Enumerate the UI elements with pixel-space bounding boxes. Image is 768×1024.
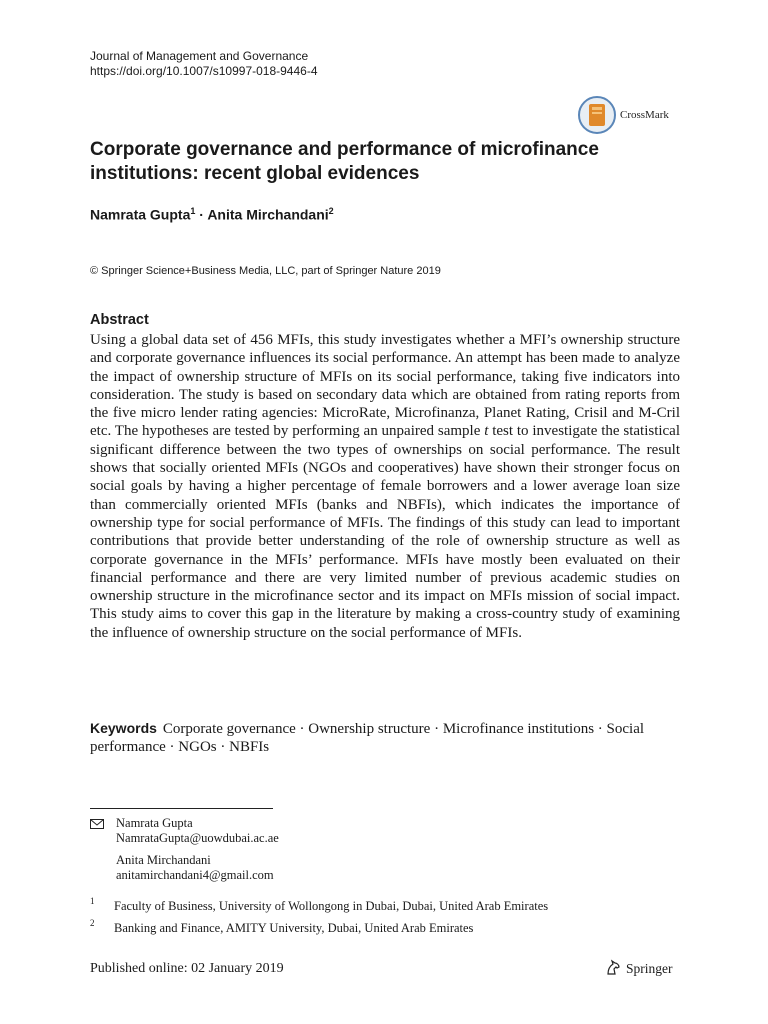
correspondent-name: Anita Mirchandani	[116, 853, 211, 867]
author-separator: ·	[199, 206, 204, 223]
article-title: Corporate governance and performance of microfinance institutions: recent global evidences	[90, 139, 599, 184]
author-affil-ref: 2	[328, 206, 334, 216]
affiliation-number: 1	[90, 896, 95, 906]
affiliation-number: 2	[90, 918, 95, 928]
corresponding-author	[116, 853, 274, 883]
affiliation-text: Banking and Finance, AMITY University, Dubai, United Arab Emirates	[114, 921, 474, 935]
correspondent-email[interactable]: anitamirchandani4@gmail.com	[116, 868, 274, 882]
keywords-section	[90, 719, 690, 756]
author-list	[90, 206, 334, 223]
abstract-text: test to investigate the statistical significant difference between the two types of ownerships on social performance. The result shows that socially oriented MFIs (NGOs and cooperatives) have shown their stronger focus on social goals by having a higher percentage of female borrowers and a lower average loan size than commercially oriented MFIs (banks and NBFIs), which indicates the importance of ownership type for social performance of MFIs. The findings of this study can lead to important contributions that provide better understanding of the role of ownership structure as well as corporate governance in the MFIs’ performance. MFIs have mostly been evaluated on their financial performance and there are very limited number of previous academic studies on ownership structure in the microfinance sector and its impact on MFIs mission of social impact. This study aims to cover this gap in the literature by making a cross-country study of examining the influence of ownership structure on the social performance of MFIs.	[90, 423, 681, 641]
keywords-label: Keywords	[90, 720, 157, 736]
abstract-t-symbol: t	[484, 423, 489, 440]
copyright-notice: © Springer Science+Business Media, LLC, part of Springer Nature 2019	[90, 265, 441, 277]
author-affil-ref: 1	[190, 206, 196, 216]
publisher-logo[interactable]	[604, 958, 673, 980]
journal-name: Journal of Management and Governance	[90, 49, 309, 63]
doi-link[interactable]: https://doi.org/10.1007/s10997-018-9446-4	[90, 64, 318, 78]
correspondent-email[interactable]: NamrataGupta@uowdubai.ac.ae	[116, 831, 279, 845]
corresponding-author	[116, 816, 279, 846]
abstract-heading: Abstract	[90, 312, 149, 328]
crossmark-icon	[578, 96, 616, 134]
crossmark-label: CrossMark	[620, 109, 669, 121]
author-name[interactable]: Anita Mirchandani	[207, 206, 329, 223]
affiliation-text: Faculty of Business, University of Wollongong in Dubai, Dubai, United Arab Emirates	[114, 899, 549, 913]
abstract-body	[90, 331, 680, 642]
correspondent-name: Namrata Gupta	[116, 816, 193, 830]
footnote-divider	[90, 808, 273, 809]
author-name[interactable]: Namrata Gupta	[90, 206, 191, 223]
keywords-text: Corporate governance · Ownership structure · Microfinance institutions · Social performance · NGOs · NBFIs	[90, 721, 645, 755]
envelope-icon	[90, 818, 104, 833]
published-date: Published online: 02 January 2019	[90, 961, 284, 976]
publisher-name: Springer	[626, 961, 673, 976]
abstract-text: Using a global data set of 456 MFIs, this study investigates whether a MFI’s ownership structure and corporate governance influences its social performance. An attempt has been made to analyze the impact of ownership structure of MFIs on its social performance, taking five indicators into consideration. The study is based on secondary data which are obtained from rating reports from the five micro lender rating agencies: MicroRate, Microfinanza, Planet Rating, Crisil and M-Cril etc. The hypotheses are tested by performing an unpaired sample	[90, 332, 680, 440]
journal-header	[90, 49, 318, 79]
springer-horse-icon	[604, 958, 622, 980]
crossmark-badge[interactable]	[578, 96, 669, 134]
